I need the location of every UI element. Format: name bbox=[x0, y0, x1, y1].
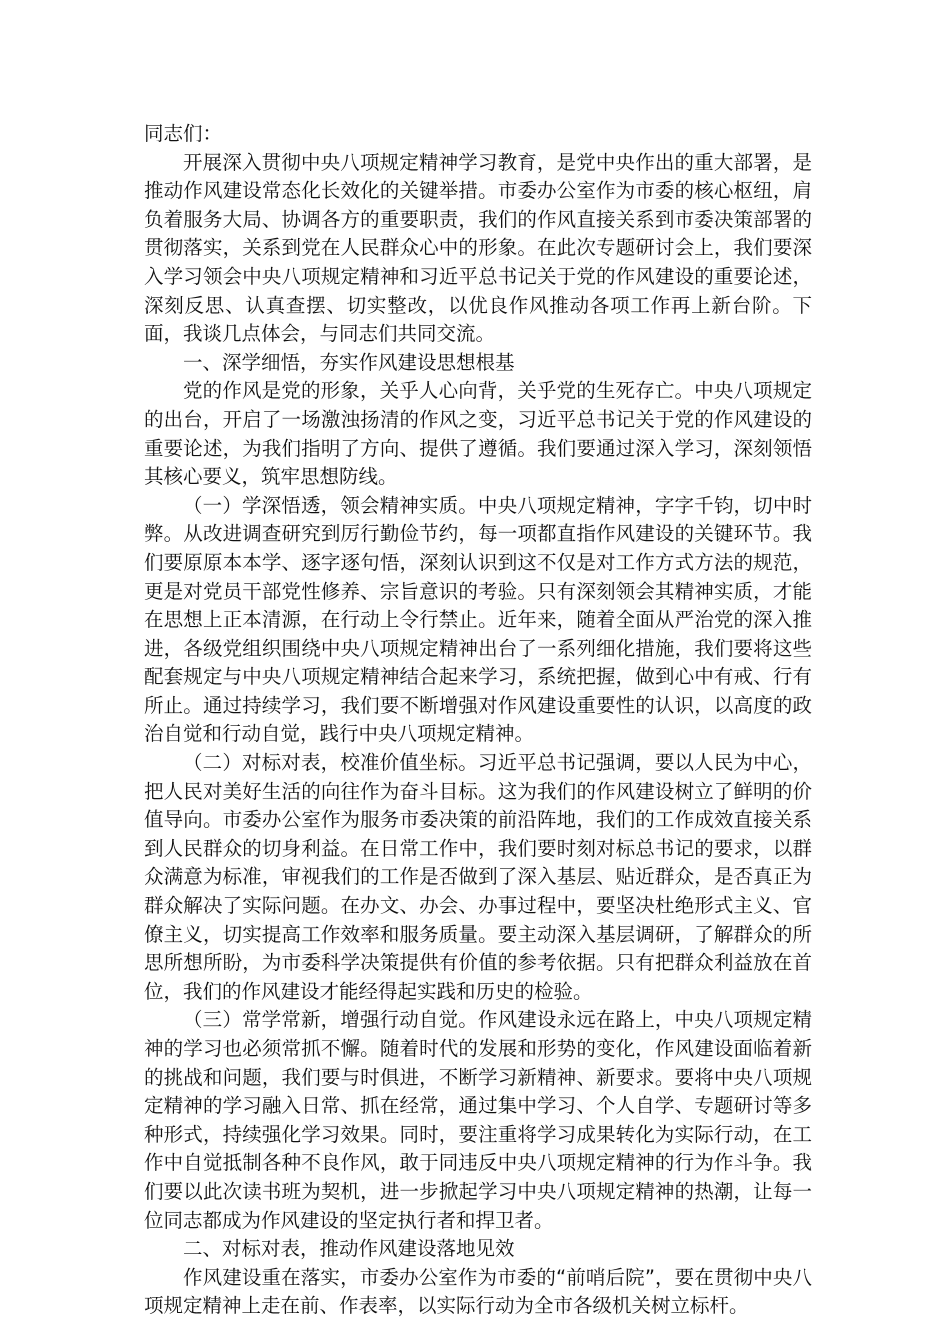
salutation: 同志们： bbox=[144, 122, 223, 145]
intro-paragraph: 开展深入贯彻中央八项规定精神学习教育，是党中央作出的重大部署，是推动作风建设常态化长效化的关键举措。市委办公室作为市委的核心枢纽，肩负着服务大局、协调各方的重要职责，我们的作风直接关系到市委决策部署的贯彻落实，关系到党在人民群众心中的形象。在此次专题研讨会上，我们要深入学习领会中央八项规定精神和习近平总书记关于党的作风建设的重要论述，深刻反思、认真查摆、切实整改，以优良作风推动各项工作再上新台阶。下面，我谈几点体会，与同志们共同交流。 bbox=[144, 150, 812, 346]
section-2-paragraph: 作风建设重在落实，市委办公室作为市委的“前哨后院”，要在贯彻中央八项规定精神上走在前、作表率，以实际行动为全市各级机关树立标杆。 bbox=[144, 1265, 812, 1318]
section-heading-1: 一、深学细悟，夯实作风建设思想根基 bbox=[183, 350, 515, 374]
section-heading-2: 二、对标对表，推动作风建设落地见效 bbox=[183, 1237, 515, 1261]
document-body bbox=[144, 120, 812, 1321]
subsection-3-paragraph: （三）常学常新，增强行动自觉。作风建设永远在路上，中央八项规定精神的学习也必须常抓不懈。随着时代的发展和形势的变化，作风建设面临着新的挑战和问题，我们要与时俱进，不断学习新精神、新要求。要将中央八项规定精神的学习融入日常、抓在经常，通过集中学习、个人自学、专题研讨等多种形式，持续强化学习效果。同时，要注重将学习成果转化为实际行动，在工作中自觉抵制各种不良作风，敢于同违反中央八项规定精神的行为作斗争。我们要以此次读书班为契机，进一步掀起学习中央八项规定精神的热潮，让每一位同志都成为作风建设的坚定执行者和捍卫者。 bbox=[144, 1008, 812, 1232]
subsection-1-paragraph: （一）学深悟透，领会精神实质。中央八项规定精神，字字千钧，切中时弊。从改进调查研究到厉行勤俭节约，每一项都直指作风建设的关键环节。我们要原原本本学、逐字逐句悟，深刻认识到这不仅是对工作方式方法的规范，更是对党员干部党性修养、宗旨意识的考验。只有深刻领会其精神实质，才能在思想上正本清源，在行动上令行禁止。近年来，随着全面从严治党的深入推进，各级党组织围绕中央八项规定精神出台了一系列细化措施，我们要将这些配套规定与中央八项规定精神结合起来学习，系统把握，做到心中有戒、行有所止。通过持续学习，我们要不断增强对作风建设重要性的认识，以高度的政治自觉和行动自觉，践行中央八项规定精神。 bbox=[144, 493, 812, 746]
section-1-paragraph: 党的作风是党的形象，关乎人心向背，关乎党的生死存亡。中央八项规定的出台，开启了一场激浊扬清的作风之变，习近平总书记关于党的作风建设的重要论述，为我们指明了方向、提供了遵循。我们要通过深入学习，深刻领悟其核心要义，筑牢思想防线。 bbox=[144, 379, 812, 489]
subsection-2-paragraph: （二）对标对表，校准价值坐标。习近平总书记强调，要以人民为中心，把人民对美好生活的向往作为奋斗目标。这为我们的作风建设树立了鲜明的价值导向。市委办公室作为服务市委决策的前沿阵地，我们的工作成效直接关系到人民群众的切身利益。在日常工作中，我们要时刻对标总书记的要求，以群众满意为标准，审视我们的工作是否做到了深入基层、贴近群众，是否真正为群众解决了实际问题。在办文、办会、办事过程中，要坚决杜绝形式主义、官僚主义，切实提高工作效率和服务质量。要主动深入基层调研，了解群众的所思所想所盼，为市委科学决策提供有价值的参考依据。只有把群众利益放在首位，我们的作风建设才能经得起实践和历史的检验。 bbox=[144, 751, 812, 1003]
